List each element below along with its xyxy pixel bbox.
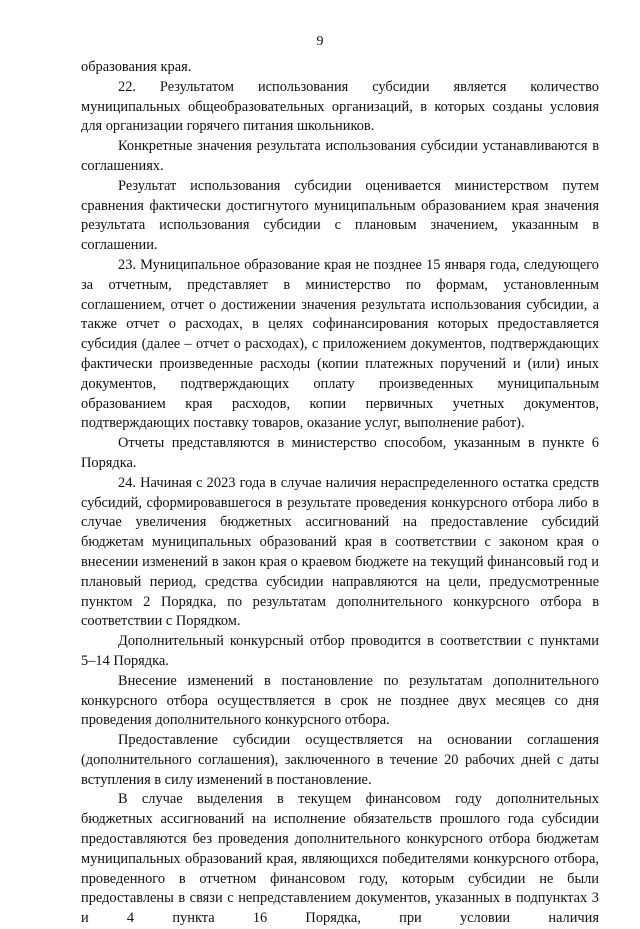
paragraph-additional-selection: Дополнительный конкурсный отбор проводится в соответствии с пунктами 5–14 Порядка.	[81, 633, 599, 669]
paragraph-reports: Отчеты представляются в министерство способом, указанным в пункте 6 Порядка.	[81, 435, 599, 471]
paragraph-specific-values: Конкретные значения результата использования субсидии устанавливаются в соглашениях.	[81, 138, 599, 174]
paragraph-24: 24. Начиная с 2023 года в случае наличия нераспределенного остатка средств субсидий, сформировавшегося в результате проведения конкурсного отбора либо в случае увеличения бюджетных ассигнований на предоставление субсидий бюджетам муниципальных образований края в соответствии с законом края о внесении изменений в закон края о краевом бюджете на текущий финансовый год и плановый период, средства субсидии направляются на цели, предусмотренные пунктом 2 Порядка, по результатам дополнительного конкурсного отбора в соответствии с Порядком.	[81, 474, 599, 630]
paragraph-continuation: образования края.	[81, 59, 192, 75]
paragraph-23: 23. Муниципальное образование края не позднее 15 января года, следующего за отчетным, представляет в министерство по формам, установленным соглашением, отчет о достижении значения результата использования субсидии, а также отчет о расходах, в целях софинансирования которых предоставляется субсидия (далее – отчет о расходах), с приложением документов, подтверждающих фактически произведенные расходы (копии платежных поручений и (или) иных документов, подтверждающих оплату произведенных муниципальным образованием края расходов, копии первичных учетных документов, подтверждающих поставку товаров, оказание услуг, выполнение работ).	[81, 256, 599, 432]
document-body	[81, 58, 599, 929]
paragraph-additional-allocations: В случае выделения в текущем финансовом году дополнительных бюджетных ассигнований на исполнение обязательств прошлого года субсидии предоставляются без проведения дополнительного конкурсного отбора бюджетам муниципальных образований края, являющихся победителями конкурсного отбора, проведенного в отчетном финансовом году, которым субсидии не были предоставлены в связи с непредставлением документов, указанных в подпунктах 3 и 4 пункта 16 Порядка, при условии наличия	[81, 791, 599, 927]
page-number: 9	[316, 34, 324, 49]
paragraph-agreement: Предоставление субсидии осуществляется на основании соглашения (дополнительного соглашения), заключенного в течение 20 рабочих дней с даты вступления в силу изменений в постановление.	[81, 732, 599, 788]
paragraph-result-evaluation: Результат использования субсидии оценивается министерством путем сравнения фактически достигнутого муниципальным образованием края значения результата использования субсидии с плановым значением, указанным в соглашении.	[81, 177, 599, 254]
paragraph-22: 22. Результатом использования субсидии является количество муниципальных общеобразовательных организаций, в которых созданы условия для организации горячего питания школьников.	[81, 78, 599, 135]
paragraph-amendments: Внесение изменений в постановление по результатам дополнительного конкурсного отбора осуществляется в срок не позднее двух месяцев со дня проведения дополнительного конкурсного отбора.	[81, 672, 599, 729]
